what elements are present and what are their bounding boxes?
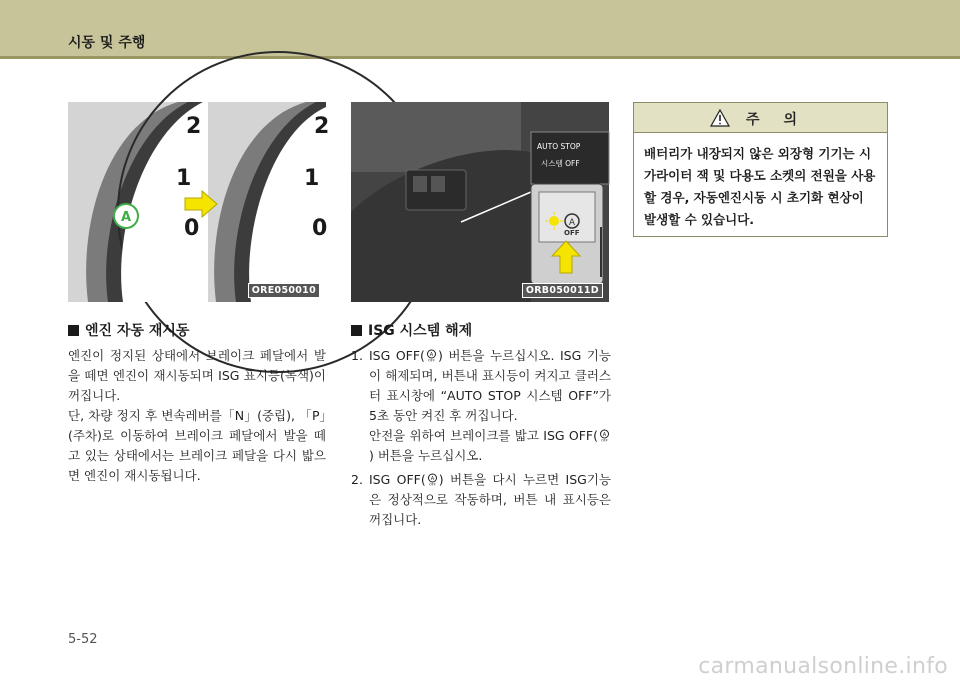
square-bullet-icon [68,325,79,336]
svg-text:A: A [602,432,607,438]
caution-header [634,103,887,133]
watermark: carmanualsonline.info [698,654,948,679]
caution-title: 주의 [746,112,822,128]
figure-cluster-gauge [68,102,330,302]
isg-lamp-icon [545,212,563,230]
svg-text:OFF: OFF [601,438,608,443]
auto-stop-label-line1: AUTO STOP [537,142,581,151]
header-divider [0,56,960,59]
up-arrow-icon [551,240,581,274]
off-label: OFF [564,229,580,237]
svg-text:OFF: OFF [428,482,436,487]
svg-text:A: A [120,210,132,225]
figure-isg-off-button [351,102,609,302]
figure-code-right: ORB050011D [522,283,603,298]
auto-stop-label-line2: 시스템 OFF [541,159,580,168]
figure-code-left: ORE050010 [248,283,320,298]
caution-text: 배터리가 내장되지 않은 외장형 기기는 시가라이터 잭 및 다용도 소켓의 전원을 사용할 경우, 자동엔진시동 시 초기화 현상이 발생할 수 있습니다. [644,146,876,227]
gauge-tick-2-right: 2 [314,114,330,139]
section-auto-restart-heading: 엔진 자동 재시동 [68,320,189,340]
chapter-title: 시동 및 주행 [68,35,146,51]
auto-restart-paragraph-2: 단, 차량 정지 후 변속레버를「N」(중립), 「P」(주차)로 이동하여 브레이크 페달에서 발을 떼고 있는 상태에서는 브레이크 페달을 다시 밟으면 엔진이 재시동됩니다. [68,408,326,483]
caution-box [633,102,888,237]
isg-button-icon [563,212,581,230]
auto-restart-paragraph-1: 엔진이 정지된 상태에서 브레이크 페달에서 발을 떼면 엔진이 재시동되며 ISG 표시등(녹색)이 꺼집니다. [68,348,326,403]
page-number: 5-52 [68,632,98,647]
right-arrow-icon [184,190,218,218]
gauge-tick-0-right: 0 [312,216,328,241]
gauge-tick-2-left: 2 [186,114,202,139]
svg-text:A: A [429,352,434,358]
svg-text:A: A [430,476,434,482]
isg-off-icon [426,473,439,486]
section-isg-release-heading: ISG 시스템 해제 [351,320,472,340]
warning-triangle-icon [710,109,730,127]
isg-release-step-2: 2. ISG OFF( A OFF ) 버튼을 다시 누르면 ISG기능은 정상적으로 작동하며, 버튼 내 표시등은 꺼집니다. [351,472,611,527]
gauge-tick-1-left: 1 [176,166,192,191]
square-bullet-icon [351,325,362,336]
isg-off-icon [425,349,438,362]
gauge-tick-0-left: 0 [184,216,200,241]
gauge-tick-1-right: 1 [304,166,320,191]
isg-release-step-1: 1. ISG OFF( A OFF ) 버튼을 누르십시오. ISG 기능이 해제되며, 버튼내 표시등이 켜지고 클러스터 표시창에 “AUTO STOP 시스템 OFF”가 5초 동안 켜진 후 꺼집니다. 안전을 위하여 브레이크를 밟고 ISG OFF( A OFF ) 버튼을 누르십시오. [351,348,611,463]
isg-off-icon [598,429,611,442]
svg-text:A: A [568,218,576,228]
svg-text:OFF: OFF [428,358,435,363]
isg-indicator-icon [112,202,140,230]
